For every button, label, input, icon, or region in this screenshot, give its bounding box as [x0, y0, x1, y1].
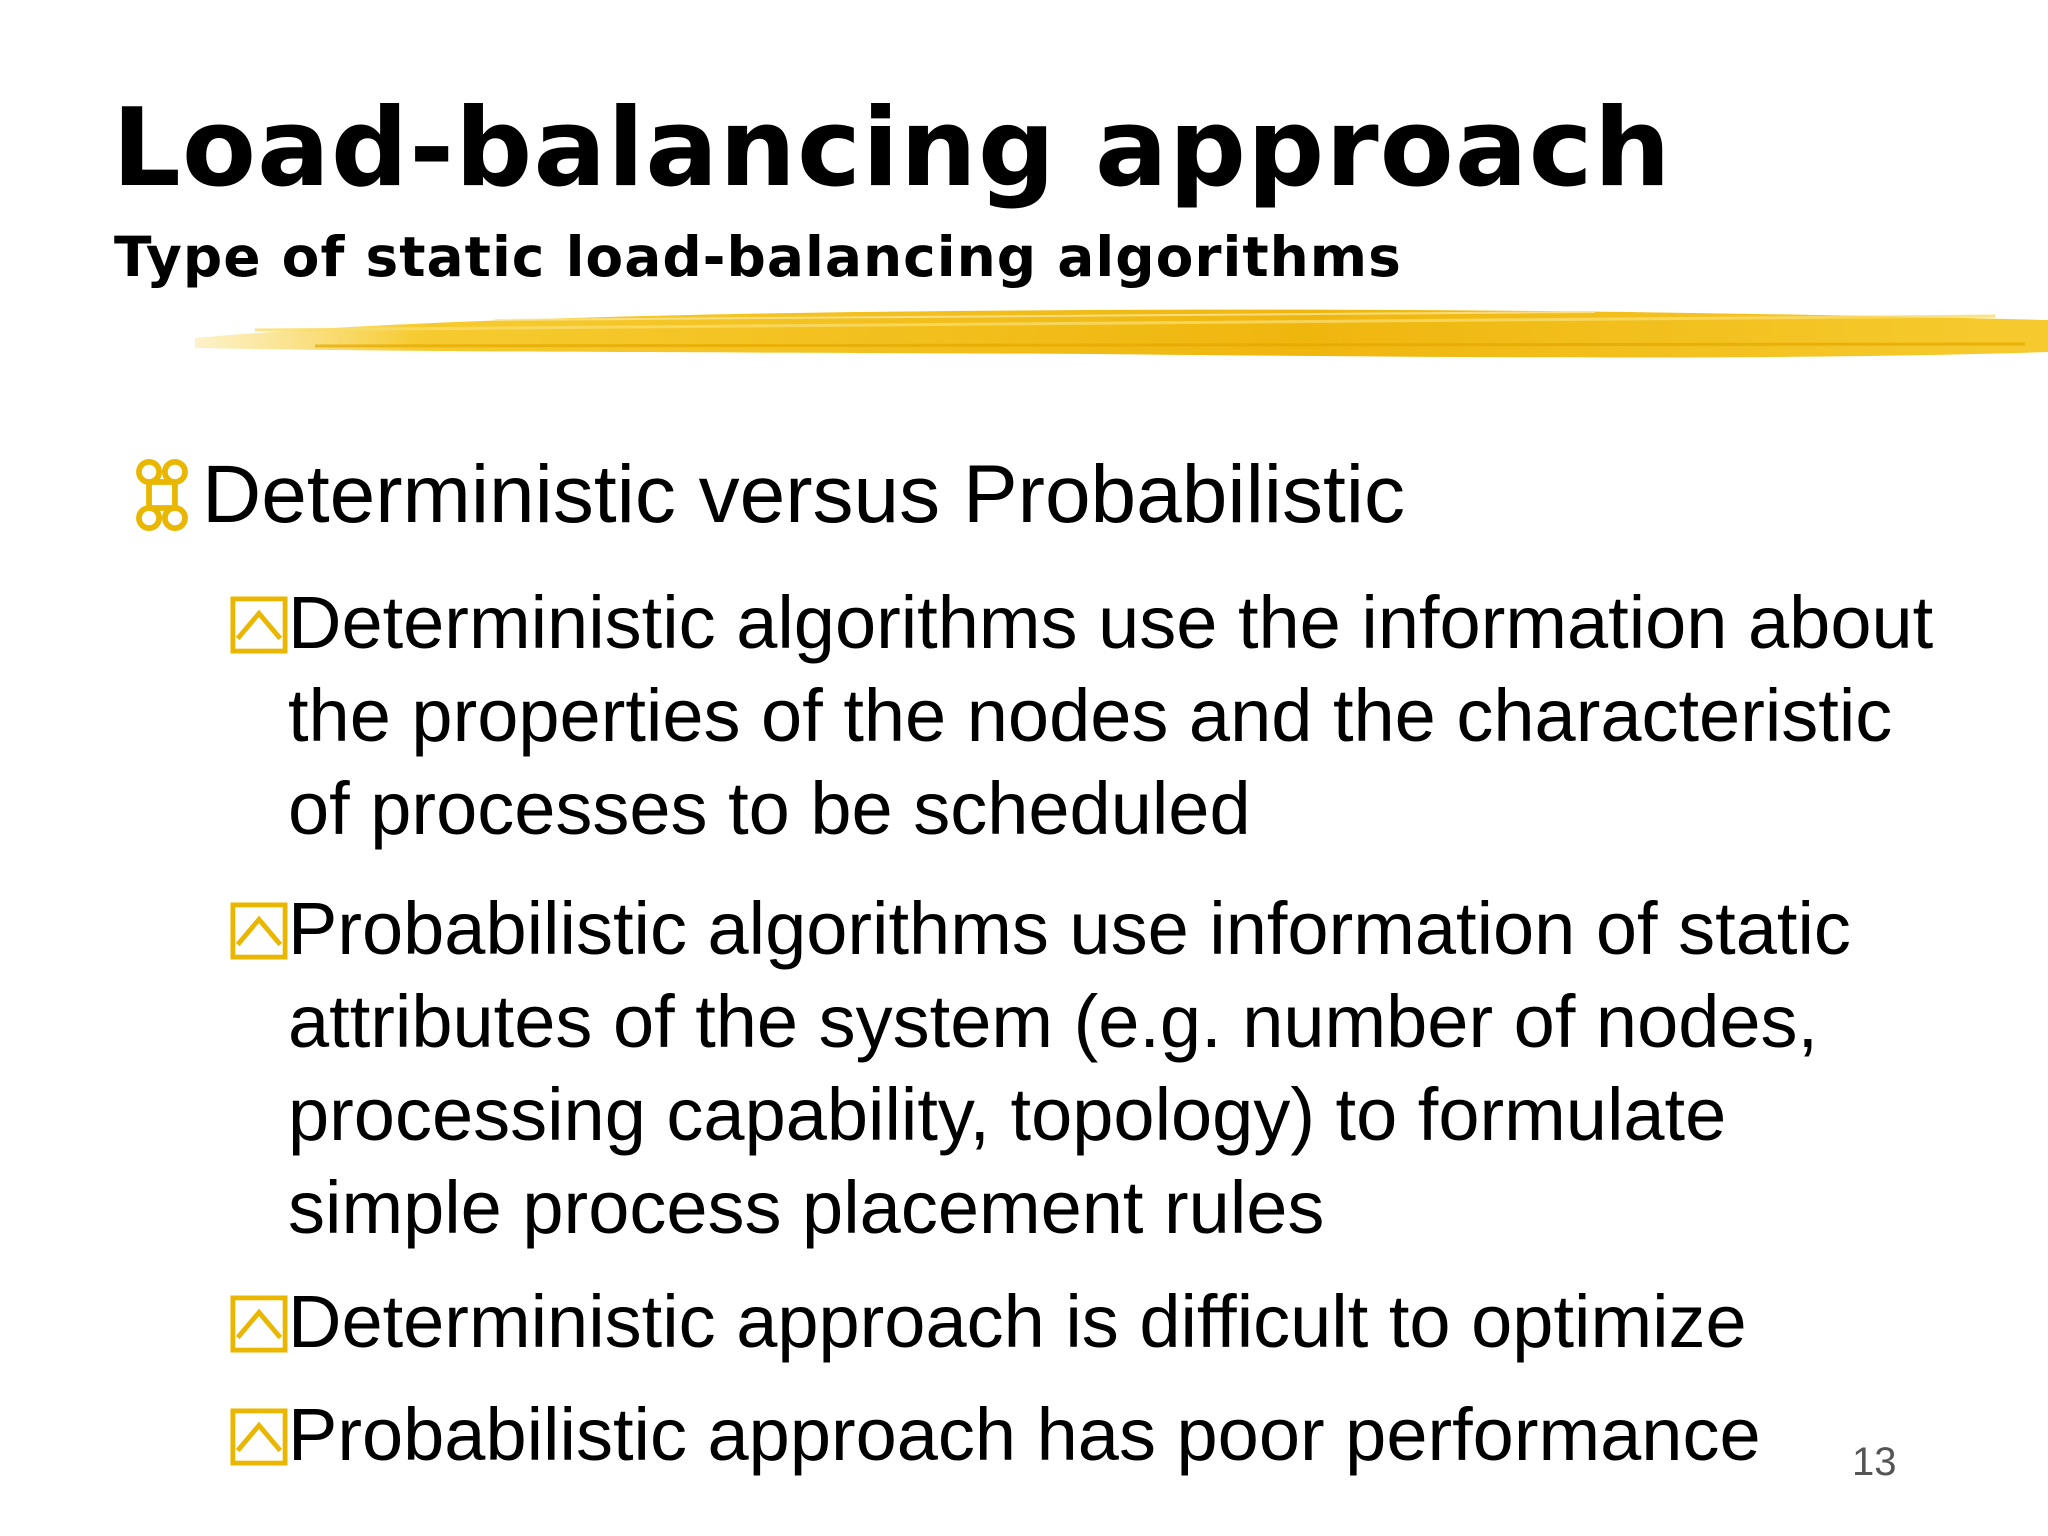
yellow-brush-stroke	[195, 290, 2048, 380]
main-bullet	[126, 445, 1405, 545]
command-key-icon	[126, 459, 198, 531]
sub-bullet-text: Probabilistic approach has poor performance	[288, 1393, 1761, 1476]
page-number: 13	[1852, 1440, 1897, 1484]
checkbox-icon	[230, 902, 288, 960]
sub-bullet-text: Deterministic approach is difficult to optimize	[288, 1280, 1747, 1363]
sub-bullet	[288, 1275, 1938, 1368]
sub-bullet-text: Probabilistic algorithms use information of static attributes of the system (e.g. number of nodes, processing capability, topology) to formulate simple process placement rules	[288, 887, 1851, 1249]
checkbox-icon	[230, 596, 288, 654]
slide-subtitle: Type of static load-balancing algorithms	[114, 225, 1402, 289]
sub-bullet	[288, 882, 1938, 1254]
checkbox-icon	[230, 1295, 288, 1353]
sub-bullet	[288, 1388, 1938, 1481]
sub-bullet	[288, 576, 1938, 855]
sub-bullet-text: Deterministic algorithms use the information about the properties of the nodes and the characteristic of processes to be scheduled	[288, 581, 1934, 850]
main-bullet-text: Deterministic versus Probabilistic	[202, 449, 1406, 540]
checkbox-icon	[230, 1408, 288, 1466]
slide-title: Load-balancing approach	[112, 86, 1672, 211]
